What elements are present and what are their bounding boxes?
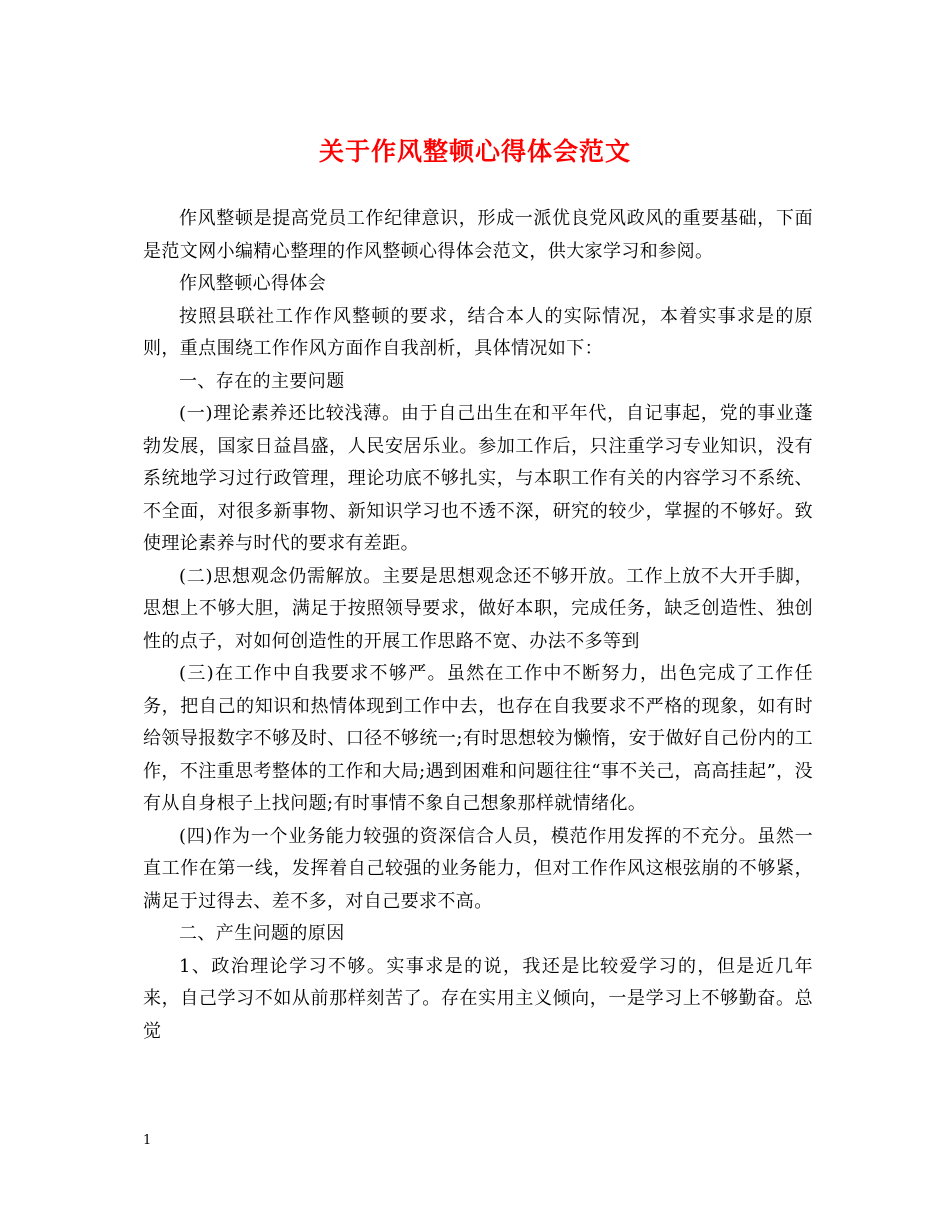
paragraph-problem-3: (三)在工作中自我要求不够严。虽然在工作中不断努力，出色完成了工作任务，把自己的知识和热情体现到工作中去，也存在自我要求不严格的现象，如有时给领导报数字不够及时、口径不够统一;有时思想较为懒惰，安于做好自己份内的工作，不注重思考整体的工作和大局;遇到困难和问题往往“事不关己，高高挂起”，没有从自身根子上找问题;有时事情不象自己想象那样就情绪化。 [143, 663, 813, 814]
paragraph-problem-1: (一)理论素养还比较浅薄。由于自己出生在和平年代，自记事起，党的事业蓬勃发展，国家日益昌盛，人民安居乐业。参加工作后，只注重学习专业知识，没有系统地学习过行政管理，理论功底不够扎实，与本职工作有关的内容学习不系统、不全面，对很多新事物、新知识学习也不透不深，研究的较少，掌握的不够好。致使理论素养与时代的要求有差距。 [143, 403, 813, 554]
paragraph-problem-4: (四)作为一个业务能力较强的资深信合人员，模范作用发挥的不充分。虽然一直工作在第一线，发挥着自己较强的业务能力，但对工作作风这根弦崩的不够紧，满足于过得去、差不多，对自己要求不高。 [143, 825, 813, 912]
document-title: 关于作风整顿心得体会范文 [318, 137, 631, 166]
section-heading-problems: 一、存在的主要问题 [179, 370, 345, 392]
paragraph-subtitle: 作风整顿心得体会 [179, 273, 327, 294]
section-heading-causes: 二、产生问题的原因 [179, 923, 345, 944]
paragraph-intro: 作风整顿是提高党员工作纪律意识，形成一派优良党风政风的重要基础，下面是范文网小编精心整理的作风整顿心得体会范文，供大家学习和参阅。 [143, 208, 813, 262]
paragraph-cause-1: 1、政治理论学习不够。实事求是的说，我还是比较爱学习的，但是近几年来，自己学习不如从前那样刻苦了。存在实用主义倾向，一是学习上不够勤奋。总觉 [143, 955, 813, 1042]
document-body [143, 203, 813, 1048]
paragraph-problem-2: (二)思想观念仍需解放。主要是思想观念还不够开放。工作上放不大开手脚，思想上不够大胆，满足于按照领导要求，做好本职，完成任务，缺乏创造性、独创性的点子，对如何创造性的开展工作思路不宽、办法不多等到 [143, 565, 813, 652]
page-number: 1 [143, 1133, 152, 1148]
paragraph-overview: 按照县联社工作作风整顿的要求，结合本人的实际情况，本着实事求是的原则，重点围绕工作作风方面作自我剖析，具体情况如下： [143, 305, 813, 359]
